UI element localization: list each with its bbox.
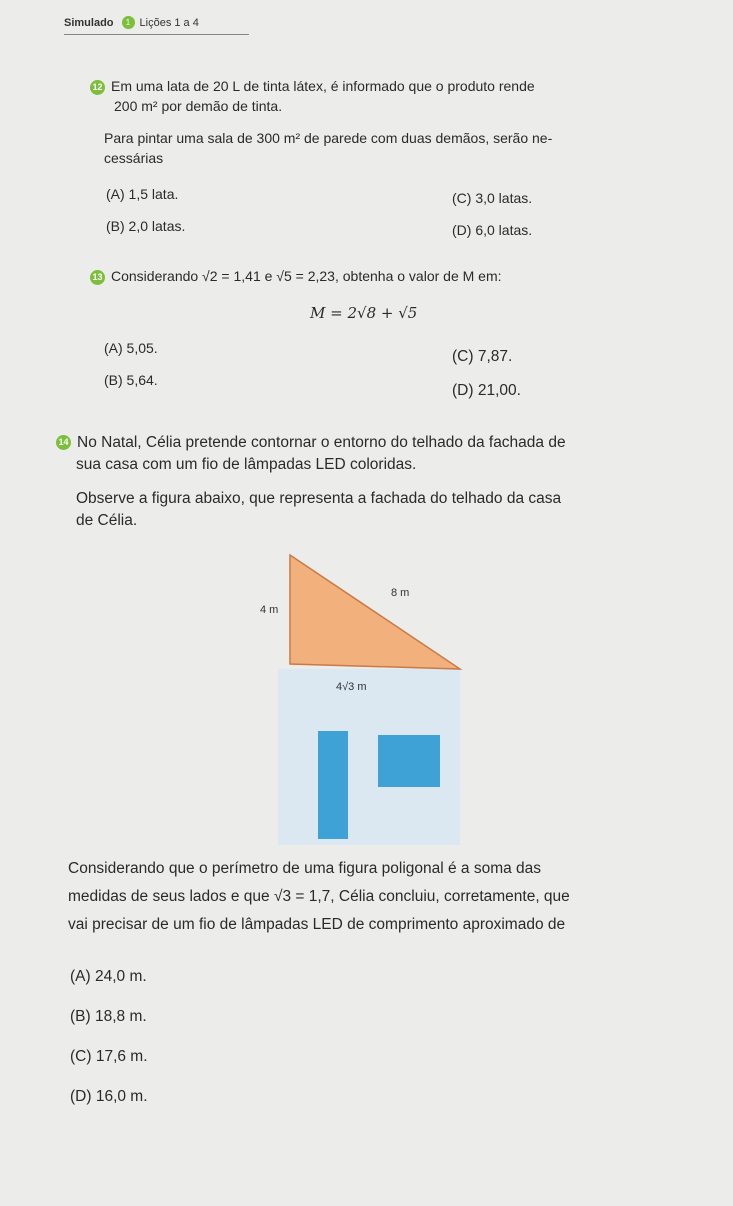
q13-stem: 13 Considerando √2 = 1,41 e √5 = 2,23, obtenha o valor de M em: — [90, 266, 502, 286]
q12-option-d[interactable]: (D) 6,0 latas. — [452, 222, 533, 238]
q14-line7: vai precisar de um fio de lâmpadas LED de comprimento aproximado de — [68, 916, 566, 933]
q12-line1: 12 Em uma lata de 20 L de tinta látex, é informado que o produto rende — [90, 76, 535, 96]
label-hypotenuse: 8 m — [391, 587, 410, 599]
header-tag: Simulado — [64, 16, 114, 29]
q14-line2: sua casa com um fio de lâmpadas LED coloridas. — [76, 456, 417, 473]
house-figure — [260, 545, 470, 845]
q13-option-d[interactable]: (D) 21,00. — [452, 382, 521, 399]
q13-option-a[interactable]: (A) 5,05. — [104, 340, 158, 356]
label-side: 4 m — [260, 604, 279, 616]
q12-number: 12 — [90, 80, 105, 95]
q12-option-b[interactable]: (B) 2,0 latas. — [106, 218, 186, 234]
roof-triangle — [290, 555, 460, 669]
q13-formula: M = 2√8 + √5 — [310, 304, 418, 322]
q14-option-a[interactable]: (A) 24,0 m. — [70, 968, 147, 985]
door — [318, 731, 348, 839]
q14-line6: medidas de seus lados e que √3 = 1,7, Célia concluiu, corretamente, que — [68, 888, 570, 905]
q14-line3: Observe a figura abaixo, que representa a fachada do telhado da casa — [76, 490, 562, 507]
q14-line5: Considerando que o perímetro de uma figura poligonal é a soma das — [68, 860, 542, 877]
label-base: 4√3 m — [336, 681, 367, 693]
q12-line4: cessárias — [104, 150, 164, 166]
q14-option-d[interactable]: (D) 16,0 m. — [70, 1088, 148, 1105]
q14-option-c[interactable]: (C) 17,6 m. — [70, 1048, 148, 1065]
window — [378, 735, 440, 787]
q12-option-a[interactable]: (A) 1,5 lata. — [106, 186, 179, 202]
q14-line1: 14 No Natal, Célia pretende contornar o entorno do telhado da fachada de — [56, 432, 566, 454]
header — [64, 16, 199, 29]
q14-option-b[interactable]: (B) 18,8 m. — [70, 1008, 147, 1025]
header-underline — [64, 34, 249, 35]
q13-option-c[interactable]: (C) 7,87. — [452, 348, 513, 365]
q12-option-c[interactable]: (C) 3,0 latas. — [452, 190, 533, 206]
q14-line4: de Célia. — [76, 512, 138, 529]
header-lessons: Lições 1 a 4 — [139, 16, 199, 29]
q13-option-b[interactable]: (B) 5,64. — [104, 372, 158, 388]
q12-line2: 200 m² por demão de tinta. — [114, 98, 283, 114]
q13-number: 13 — [90, 270, 105, 285]
q12-line3: Para pintar uma sala de 300 m² de parede com duas demãos, serão ne- — [104, 130, 553, 146]
header-badge: 1 — [122, 16, 135, 29]
q14-number: 14 — [56, 435, 71, 450]
